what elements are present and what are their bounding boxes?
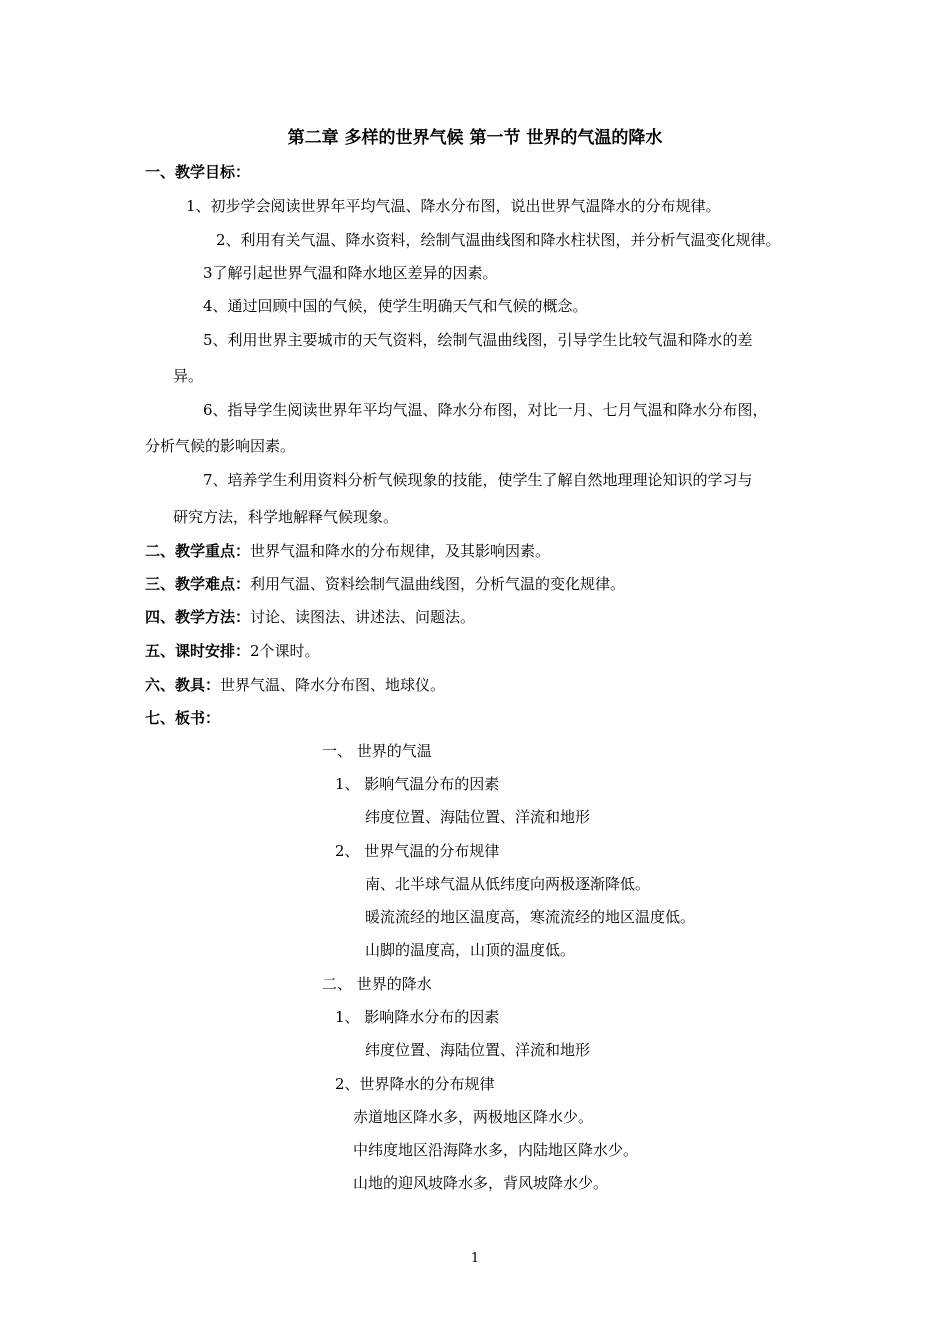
board-detail: 暖流流经的地区温度高，寒流流经的地区温度低。: [365, 908, 696, 926]
board-detail: 纬度位置、海陆位置、洋流和地形: [365, 1041, 591, 1059]
document-title: 第二章 多样的世界气候 第一节 世界的气温的降水: [287, 128, 663, 148]
page-number: 1: [470, 1251, 480, 1266]
section-text: 讨论、读图法、讲述法、问题法。: [250, 608, 476, 626]
board-detail: 赤道地区降水多，两极地区降水少。: [353, 1108, 594, 1126]
board-subheading: 2、世界降水的分布规律: [335, 1075, 495, 1093]
section-text: 利用气温、资料绘制气温曲线图，分析气温的变化规律。: [250, 575, 626, 593]
objective-item: 4、通过回顾中国的气候，使学生明确天气和气候的概念。: [203, 297, 588, 315]
section-text: 世界气温、降水分布图、地球仪。: [220, 676, 446, 694]
board-detail: 中纬度地区沿海降水多，内陆地区降水少。: [353, 1141, 639, 1159]
board-detail: 山脚的温度高，山顶的温度低。: [365, 941, 576, 959]
objective-item: 7、培养学生利用资料分析气候现象的技能，使学生了解自然地理理论知识的学习与: [203, 471, 753, 489]
section-schedule: [145, 641, 320, 661]
objective-item-continued: 异。: [173, 367, 204, 385]
section-label: 六、教具：: [145, 676, 221, 694]
objectives-heading: 一、教学目标：: [145, 163, 251, 181]
objective-item: 2、利用有关气温、降水资料，绘制气温曲线图和降水柱状图，并分析气温变化规律。: [216, 231, 781, 249]
board-heading: 二、 世界的降水: [322, 975, 432, 993]
section-methods: [145, 607, 475, 627]
section-label: 七、板书：: [145, 709, 221, 727]
objective-item: 1、初步学会阅读世界年平均气温、降水分布图，说出世界气温降水的分布规律。: [186, 197, 721, 215]
board-subheading: 1、 影响降水分布的因素: [335, 1008, 500, 1026]
board-heading: 一、 世界的气温: [322, 742, 432, 760]
section-text: 世界气温和降水的分布规律，及其影响因素。: [250, 542, 551, 560]
section-label: 五、课时安排：: [145, 642, 251, 660]
board-detail: 纬度位置、海陆位置、洋流和地形: [365, 808, 591, 826]
section-label: 三、教学难点：: [145, 575, 251, 593]
section-label: 四、教学方法：: [145, 608, 251, 626]
section-key-points: [145, 541, 550, 561]
section-blackboard: [145, 708, 220, 728]
board-subheading: 1、 影响气温分布的因素: [335, 775, 500, 793]
section-teaching-aids: [145, 675, 445, 695]
objective-item-continued: 研究方法，科学地解释气候现象。: [173, 508, 399, 526]
objective-item: 5、利用世界主要城市的天气资料，绘制气温曲线图，引导学生比较气温和降水的差: [203, 331, 753, 349]
board-detail: 山地的迎风坡降水多，背风坡降水少。: [353, 1174, 609, 1192]
section-difficulties: [145, 574, 625, 594]
board-subheading: 2、 世界气温的分布规律: [335, 842, 500, 860]
section-text: 2个课时。: [250, 642, 320, 660]
objective-item-continued: 分析气候的影响因素。: [145, 437, 296, 455]
objective-item: 6、指导学生阅读世界年平均气温、降水分布图，对比一月、七月气温和降水分布图，: [203, 401, 768, 419]
board-detail: 南、北半球气温从低纬度向两极逐渐降低。: [365, 875, 651, 893]
section-label: 二、教学重点：: [145, 542, 251, 560]
objective-item: 3了解引起世界气温和降水地区差异的因素。: [203, 264, 498, 282]
